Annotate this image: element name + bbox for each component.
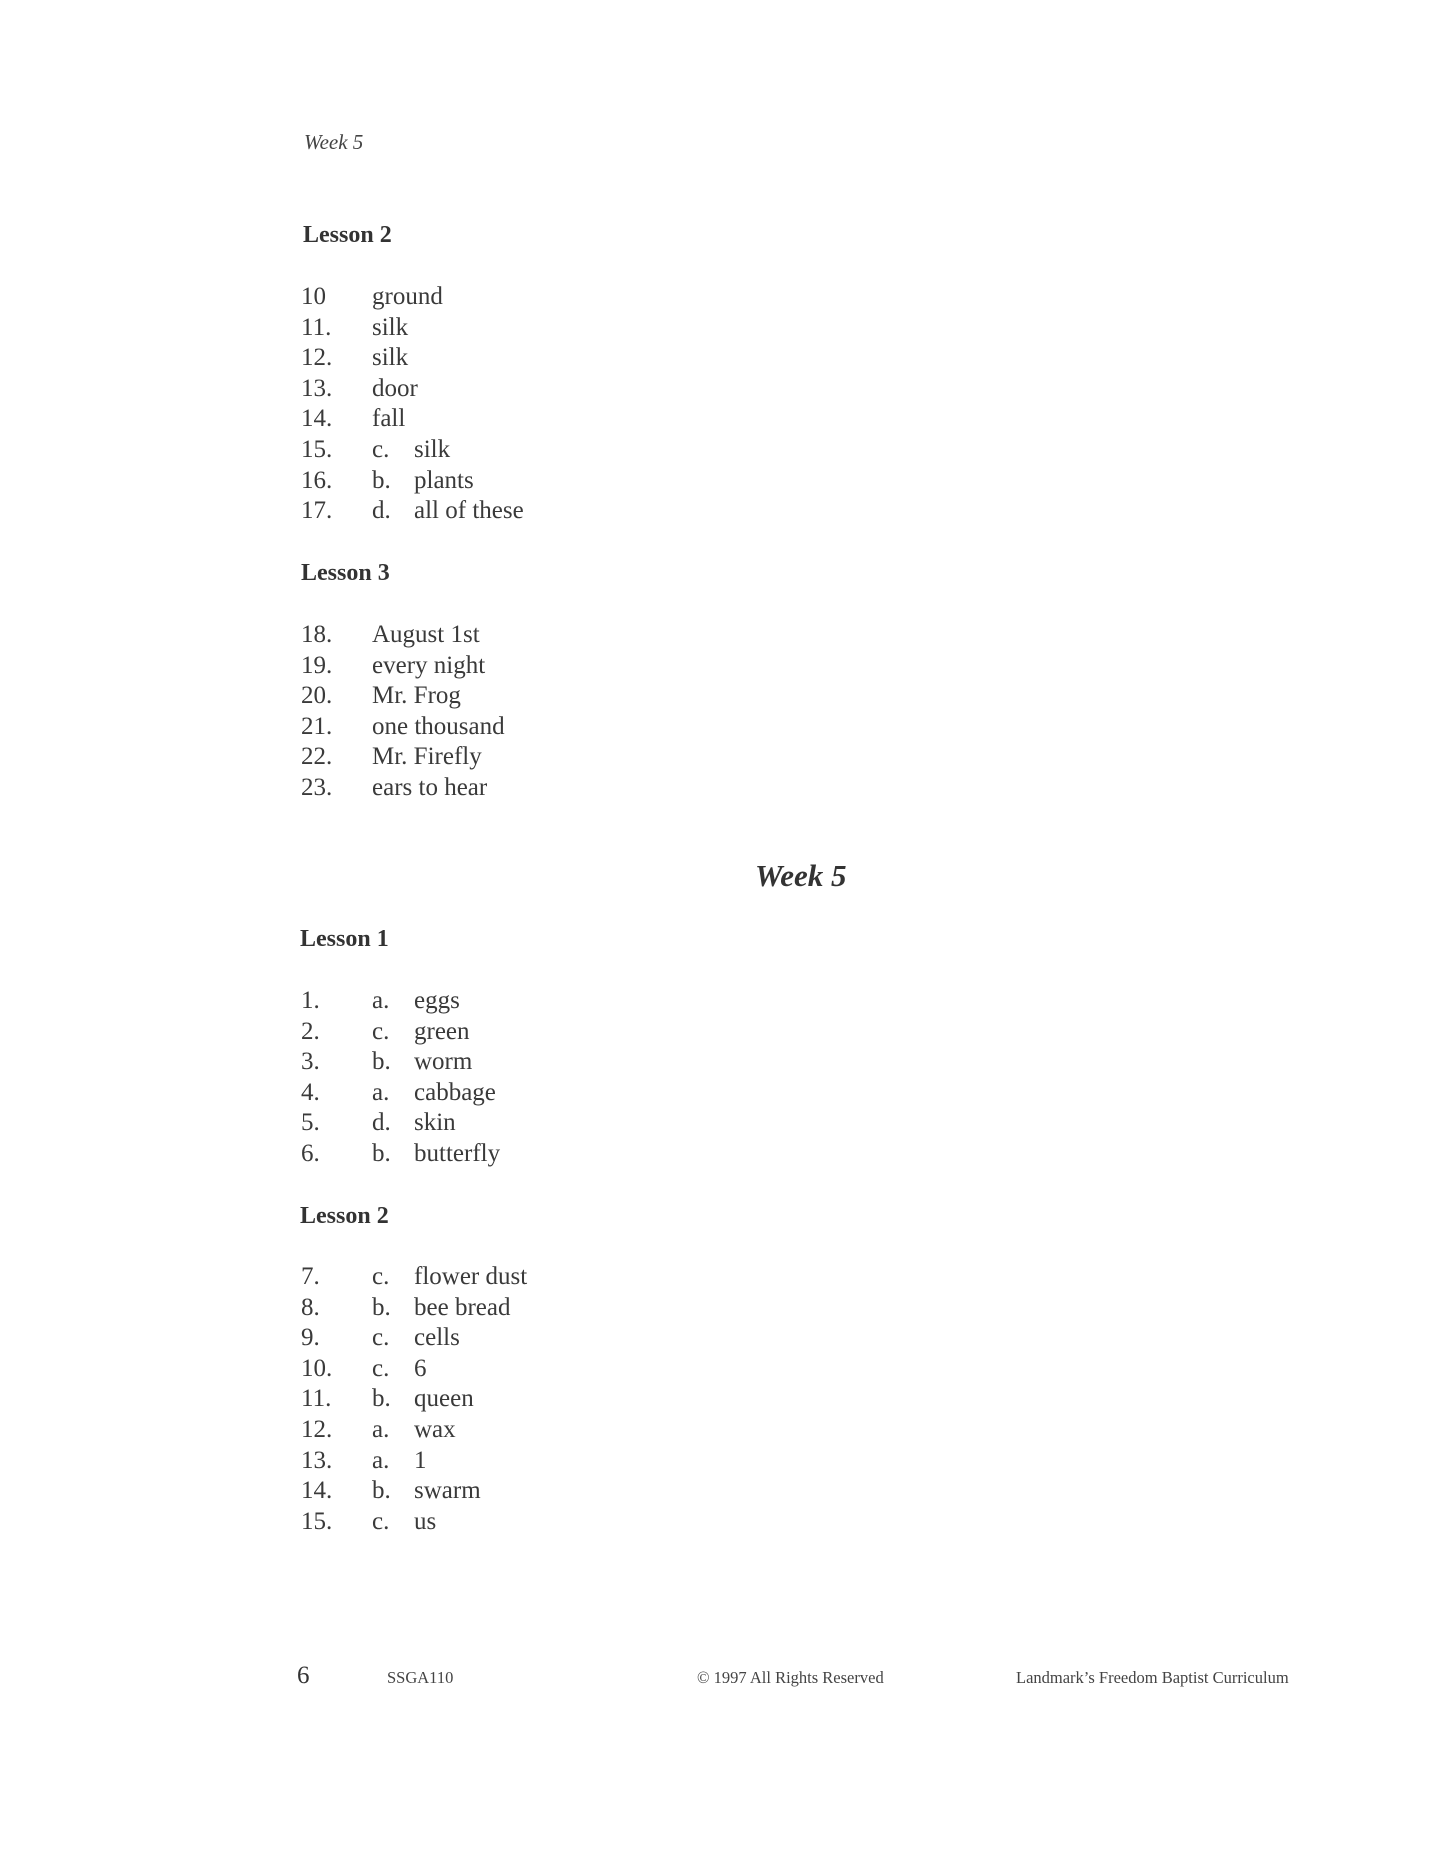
answer-text: all of these: [414, 497, 524, 525]
answer-text: Mr. Frog: [372, 682, 461, 710]
question-number: 14.: [301, 1477, 333, 1505]
answer-text: every night: [372, 651, 486, 679]
answer-text: bee bread: [414, 1293, 511, 1321]
document-code: SSGA110: [387, 1668, 454, 1687]
choice-letter: a.: [372, 1415, 390, 1443]
choice-letter: a.: [372, 987, 390, 1014]
section-heading: Lesson 2: [303, 222, 392, 248]
answer-text: eggs: [414, 987, 460, 1014]
question-number: 1.: [301, 987, 320, 1014]
copyright-notice: © 1997 All Rights Reserved: [697, 1668, 884, 1687]
section-heading: Lesson 1: [300, 926, 389, 952]
question-number: 12.: [301, 344, 333, 372]
question-number: 16.: [301, 466, 333, 494]
choice-letter: c.: [372, 1354, 390, 1382]
section-heading: Lesson 2: [300, 1203, 389, 1229]
question-number: 8.: [301, 1293, 320, 1321]
question-number: 13.: [301, 1446, 333, 1474]
question-number: 11.: [301, 1385, 332, 1413]
answer-text: cells: [414, 1324, 460, 1352]
question-number: 4.: [301, 1078, 320, 1106]
question-number: 6.: [301, 1139, 320, 1167]
question-number: 20.: [301, 682, 333, 710]
question-number: 22.: [301, 743, 333, 771]
choice-letter: b.: [372, 466, 391, 494]
answer-text: green: [414, 1017, 470, 1045]
answer-text: skin: [414, 1109, 456, 1137]
question-number: 12.: [301, 1415, 333, 1443]
choice-letter: b.: [372, 1048, 391, 1076]
choice-letter: a.: [372, 1446, 390, 1474]
question-number: 21.: [301, 712, 333, 740]
question-number: 15.: [301, 435, 333, 463]
publisher-name: Landmark’s Freedom Baptist Curriculum: [1016, 1668, 1289, 1687]
answer-text: August 1st: [372, 621, 480, 648]
choice-letter: c.: [372, 1324, 390, 1352]
answer-text: silk: [372, 313, 409, 341]
answer-text: cabbage: [414, 1078, 496, 1106]
answer-text: 1: [414, 1446, 427, 1474]
choice-letter: b.: [372, 1477, 391, 1505]
answer-text: 6: [414, 1354, 427, 1382]
question-number: 17.: [301, 497, 333, 525]
choice-letter: b.: [372, 1139, 391, 1167]
choice-letter: c.: [372, 435, 390, 463]
answer-text: Mr. Firefly: [372, 743, 482, 771]
answer-text: worm: [414, 1048, 473, 1076]
week-heading: Week 5: [755, 858, 847, 893]
answer-text: one thousand: [372, 712, 505, 740]
answer-text: ears to hear: [372, 773, 488, 801]
answer-text: queen: [414, 1385, 474, 1413]
choice-letter: d.: [372, 1109, 391, 1137]
running-head: Week 5: [304, 130, 364, 154]
question-number: 13.: [301, 374, 333, 402]
answer-text: fall: [372, 405, 406, 433]
choice-letter: c.: [372, 1017, 390, 1045]
answer-text: door: [372, 374, 418, 402]
answer-text: wax: [414, 1415, 456, 1443]
answer-text: silk: [414, 435, 451, 463]
section-heading: Lesson 3: [301, 560, 390, 586]
page-number: 6: [297, 1662, 310, 1689]
question-number: 10: [301, 283, 326, 310]
question-number: 3.: [301, 1048, 320, 1076]
answer-text: plants: [414, 466, 474, 494]
answer-text: ground: [372, 283, 443, 310]
question-number: 23.: [301, 773, 333, 801]
question-number: 15.: [301, 1507, 333, 1535]
choice-letter: d.: [372, 497, 391, 525]
answer-text: butterfly: [414, 1139, 501, 1167]
question-number: 18.: [301, 621, 333, 648]
question-number: 9.: [301, 1324, 320, 1352]
choice-letter: c.: [372, 1507, 390, 1535]
question-number: 14.: [301, 405, 333, 433]
question-number: 11.: [301, 313, 332, 341]
question-number: 10.: [301, 1354, 333, 1382]
answer-text: swarm: [414, 1477, 481, 1505]
question-number: 19.: [301, 651, 333, 679]
question-number: 7.: [301, 1263, 320, 1290]
choice-letter: c.: [372, 1263, 390, 1290]
question-number: 5.: [301, 1109, 320, 1137]
answer-text: us: [414, 1507, 437, 1535]
choice-letter: b.: [372, 1293, 391, 1321]
choice-letter: a.: [372, 1078, 390, 1106]
choice-letter: b.: [372, 1385, 391, 1413]
question-number: 2.: [301, 1017, 320, 1045]
answer-text: silk: [372, 344, 409, 372]
answer-text: flower dust: [414, 1263, 528, 1290]
